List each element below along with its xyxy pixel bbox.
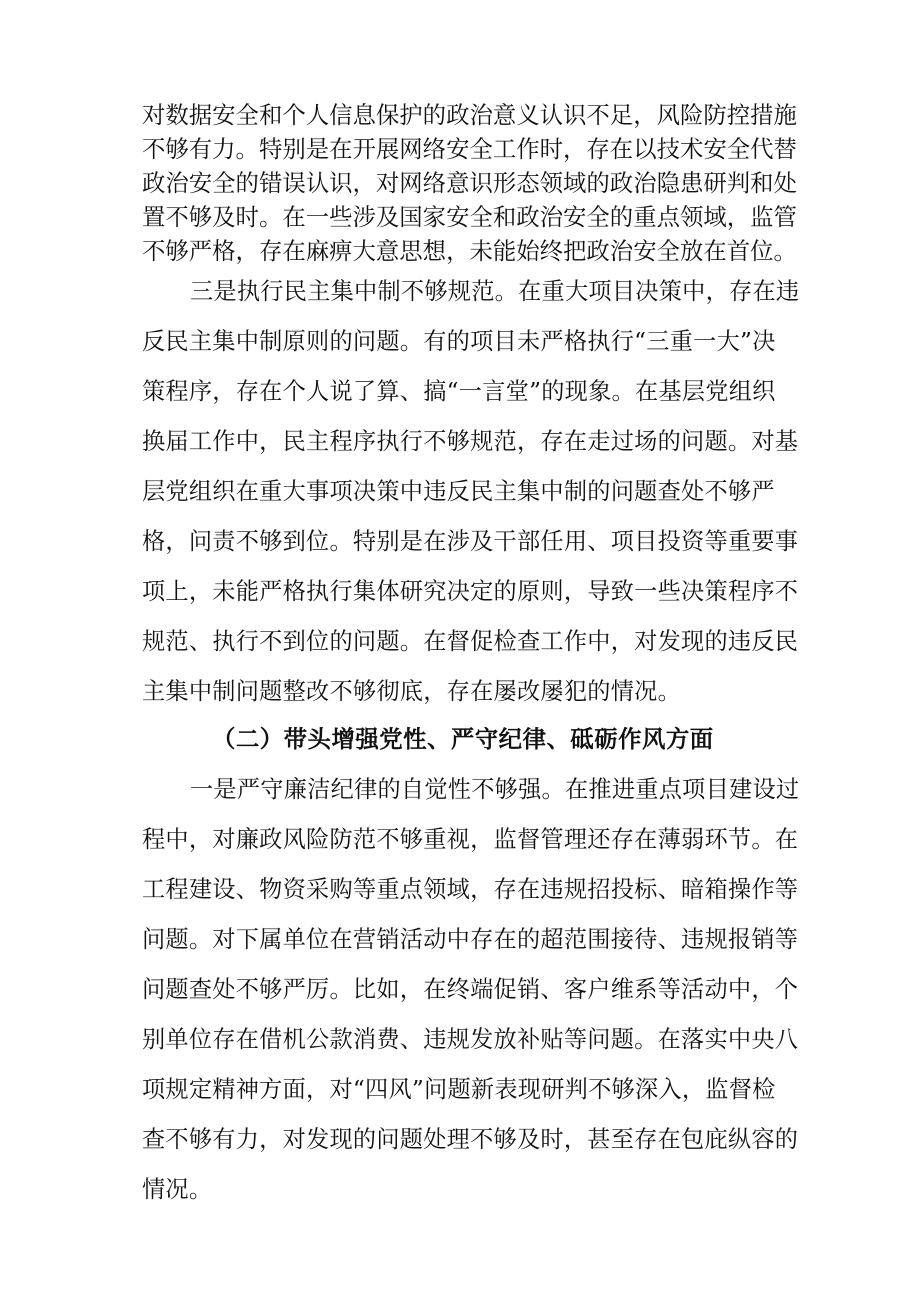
paragraph-line: 对数据安全和个人信息保护的政治意义认识不足，风险防控措施 — [142, 101, 797, 129]
paragraph-line: 问题。对下属单位在营销活动中存在的超范围接待、违规报销等 — [142, 926, 799, 953]
paragraph-line: 格，问责不够到位。特别是在涉及干部任用、项目投资等重要事 — [142, 528, 799, 555]
paragraph-line: 层党组织在重大事项决策中违反民主集中制的问题查处不够严 — [142, 478, 775, 505]
section-heading: （二）带头增强党性、严守纪律、砥砺作风方面 — [212, 725, 714, 753]
paragraph-line: 主集中制问题整改不够彻底，存在屡改屡犯的情况。 — [142, 678, 682, 705]
paragraph-line: 项规定精神方面，对“四风”问题新表现研判不够深入，监督检 — [142, 1076, 776, 1103]
paragraph-line: 三是执行民主集中制不够规范。在重大项目决策中，存在违 — [190, 278, 800, 305]
paragraph-line: 项上，未能严格执行集体研究决定的原则，导致一些决策程序不 — [142, 578, 799, 605]
paragraph-line: 不够有力。特别是在开展网络安全工作时，存在以技术安全代替 — [142, 135, 797, 163]
paragraph-line: 反民主集中制原则的问题。有的项目未严格执行“三重一大”决 — [142, 328, 776, 355]
paragraph-line: 规范、执行不到位的问题。在督促检查工作中，对发现的违反民 — [142, 628, 799, 655]
paragraph-line: 策程序，存在个人说了算、搞“一言堂”的现象。在基层党组织 — [142, 378, 776, 405]
paragraph-line: 问题查处不够严厉。比如，在终端促销、客户维系等活动中，个 — [142, 976, 799, 1003]
paragraph-line: 别单位存在借机公款消费、违规发放补贴等问题。在落实中央八 — [142, 1026, 799, 1053]
paragraph-line: 置不够及时。在一些涉及国家安全和政治安全的重点领域，监管 — [142, 203, 797, 231]
paragraph-line: 换届工作中，民主程序执行不够规范，存在走过场的问题。对基 — [142, 428, 799, 455]
paragraph-line: 程中，对廉政风险防范不够重视，监督管理还存在薄弱环节。在 — [142, 826, 799, 853]
paragraph-line: 不够严格，存在麻痹大意思想，未能始终把政治安全放在首位。 — [142, 237, 797, 265]
paragraph-line: 工程建设、物资采购等重点领域，存在违规招投标、暗箱操作等 — [142, 876, 799, 903]
paragraph-line: 一是严守廉洁纪律的自觉性不够强。在推进重点项目建设过 — [190, 776, 800, 803]
paragraph-line: 查不够有力，对发现的问题处理不够及时，甚至存在包庇纵容的 — [142, 1126, 799, 1153]
paragraph-line: 政治安全的错误认识，对网络意识形态领域的政治隐患研判和处 — [142, 169, 797, 197]
paragraph-line: 情况。 — [142, 1176, 213, 1203]
